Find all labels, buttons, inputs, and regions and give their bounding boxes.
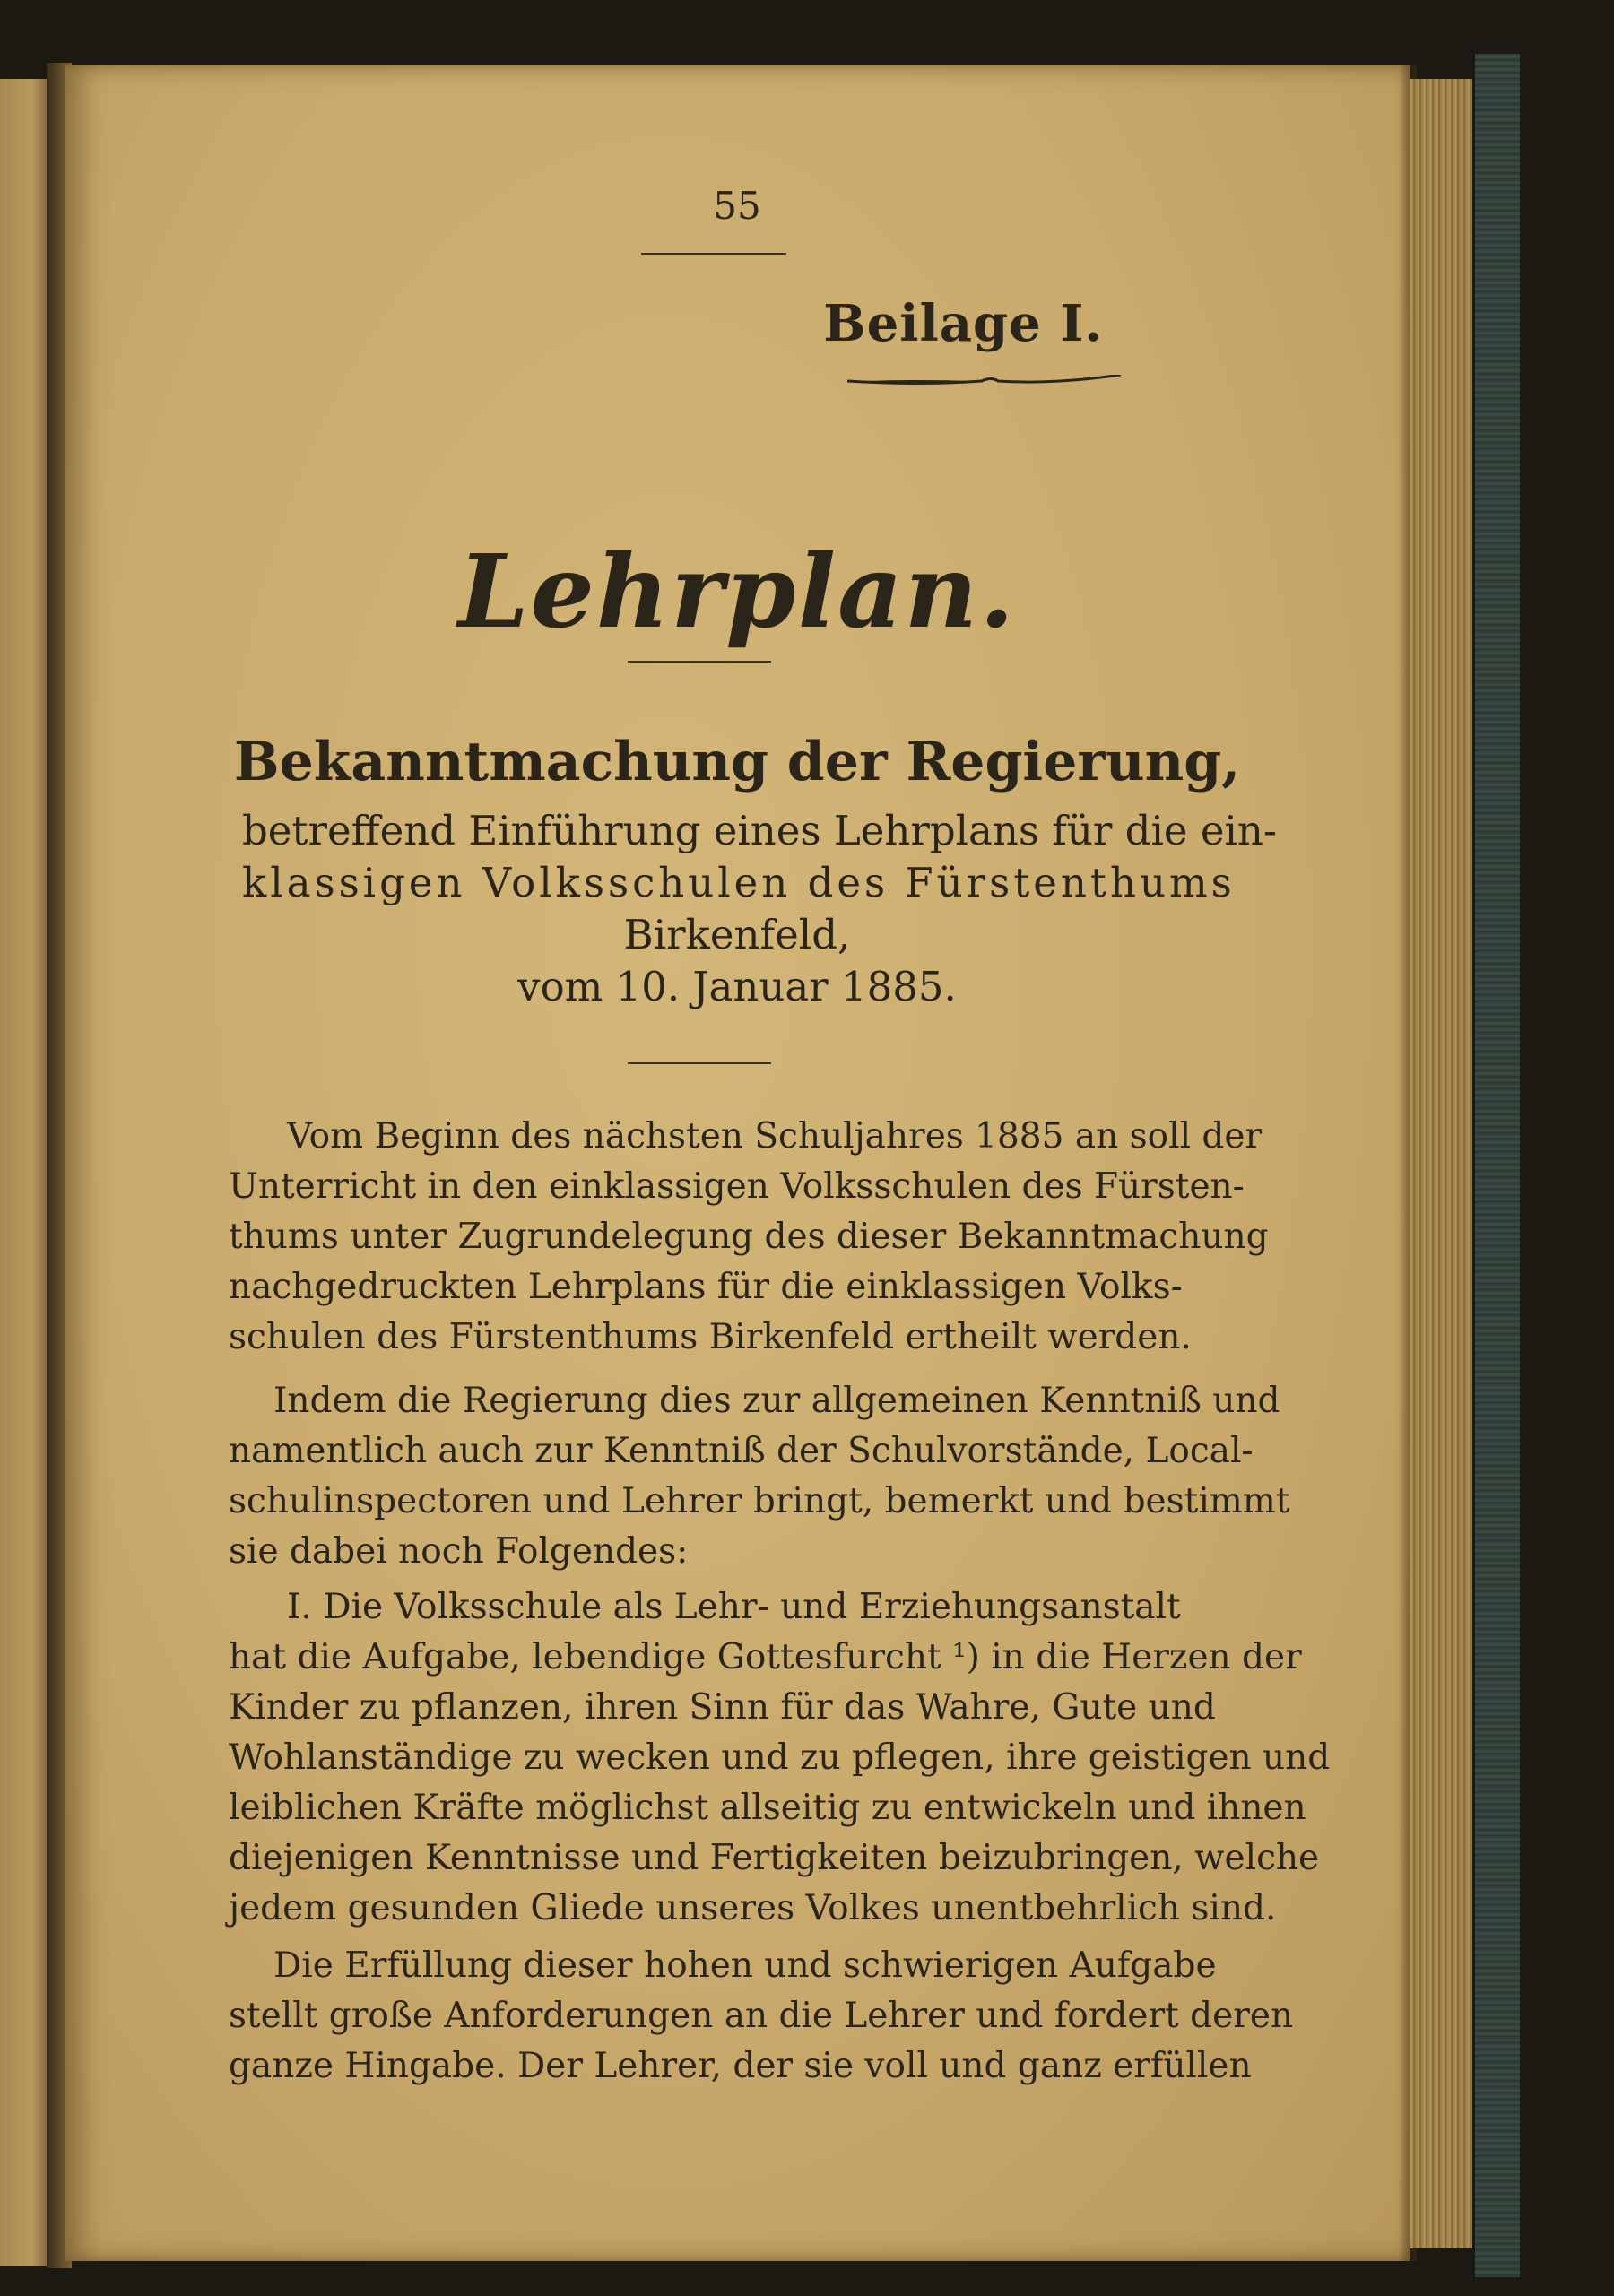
- body-line: namentlich auch zur Kenntniß der Schulvorstände, Local-: [229, 1431, 1254, 1471]
- body-line: Die Erfüllung dieser hohen und schwierigen Aufgabe: [273, 1945, 1217, 1986]
- body-line: schulinspectoren und Lehrer bringt, bemerkt und bestimmt: [229, 1481, 1290, 1521]
- subtitle-line: vom 10. Januar 1885.: [517, 963, 957, 1010]
- page-number-rule: [641, 253, 786, 255]
- book-page: [65, 65, 1410, 2261]
- book-cover: [1472, 54, 1520, 2277]
- page-number: 55: [713, 184, 761, 228]
- body-line: thums unter Zugrundelegung des dieser Bekanntmachung: [229, 1217, 1269, 1257]
- supplement-label: Beilage I.: [823, 294, 1103, 353]
- subtitle-line: Birkenfeld,: [623, 911, 851, 958]
- body-line: I. Die Volksschule als Lehr- und Erziehungsanstalt: [287, 1587, 1181, 1627]
- title-rule: [628, 661, 771, 663]
- body-line: schulen des Fürstenthums Birkenfeld ertheilt werden.: [229, 1317, 1192, 1357]
- subtitle-line: klassigen Volksschulen des Fürstenthums: [242, 859, 1236, 906]
- body-line: jedem gesunden Gliede unseres Volkes unentbehrlich sind.: [229, 1888, 1277, 1928]
- body-line: Indem die Regierung dies zur allgemeinen Kenntniß und: [273, 1381, 1280, 1421]
- body-line: diejenigen Kenntnisse und Fertigkeiten beizubringen, welche: [229, 1838, 1320, 1878]
- facing-page-edge: [0, 79, 54, 2266]
- body-line: hat die Aufgabe, lebendige Gottesfurcht ¹) in die Herzen der: [229, 1637, 1302, 1677]
- body-line: leiblichen Kräfte möglichst allseitig zu entwickeln und ihnen: [229, 1788, 1306, 1828]
- body-line: Kinder zu pflanzen, ihren Sinn für das Wahre, Gute und: [229, 1687, 1216, 1728]
- subtitle-line: betreffend Einführung eines Lehrplans für die ein-: [242, 807, 1278, 854]
- ornamental-rule: [847, 375, 1121, 387]
- body-line: Wohlanständige zu wecken und zu pflegen, ihre geistigen und: [229, 1737, 1331, 1778]
- section-rule: [628, 1062, 771, 1064]
- announcement-heading: Bekanntmachung der Regierung,: [233, 731, 1241, 793]
- body-line: ganze Hingabe. Der Lehrer, der sie voll und ganz erfüllen: [229, 2046, 1252, 2086]
- body-line: Unterricht in den einklassigen Volksschulen des Fürsten-: [229, 1166, 1245, 1207]
- document-title: Lehrplan.: [457, 533, 1017, 651]
- body-line: sie dabei noch Folgendes:: [229, 1531, 689, 1572]
- body-line: stellt große Anforderungen an die Lehrer und fordert deren: [229, 1996, 1294, 2036]
- body-line: Vom Beginn des nächsten Schuljahres 1885 an soll der: [287, 1116, 1263, 1157]
- body-line: nachgedruckten Lehrplans für die einklassigen Volks-: [229, 1267, 1183, 1307]
- page-stack-edges: [1410, 79, 1472, 2248]
